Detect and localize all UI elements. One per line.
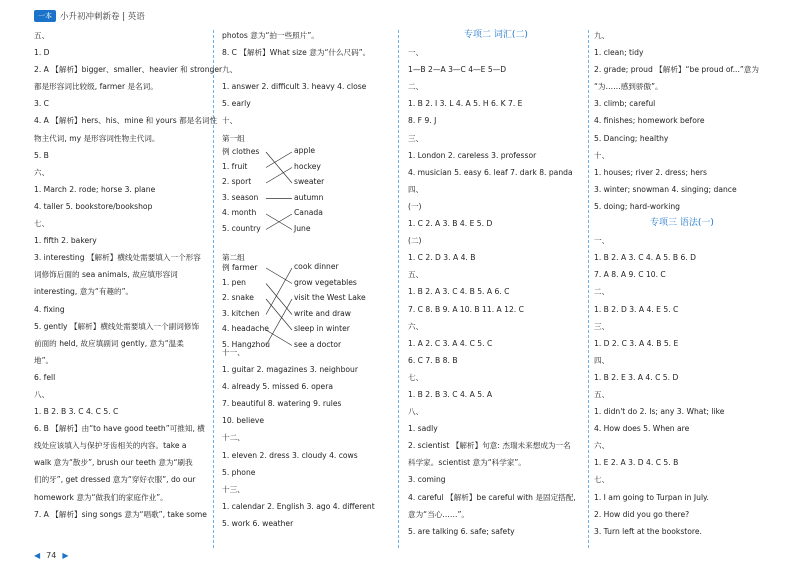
book-title: 小升初冲刺新卷 | 英语	[60, 12, 145, 22]
text-line: 5. are talking 6. safe; safety	[408, 526, 515, 536]
text-line: 3. C	[34, 99, 49, 109]
match-right-item: autumn	[294, 192, 324, 202]
text-line: 6. B 【解析】由“to have good teeth”可推知, 横	[34, 424, 205, 434]
text-line: 2. grade; proud 【解析】“be proud of...”意为	[594, 65, 759, 75]
text-line: 七、	[594, 475, 610, 485]
match-right-item: grow vegetables	[294, 277, 357, 287]
text-line: (一)	[408, 201, 422, 211]
match-right-item: write and draw	[294, 308, 352, 318]
text-line: 二、	[594, 287, 610, 297]
match-left-item: 3. kitchen	[222, 308, 260, 318]
text-line: 1. B 2. A 3. C 4. B 5. A 6. C	[408, 287, 510, 297]
text-line: 2. How did you go there?	[594, 509, 690, 519]
text-line: 1—B 2—A 3—C 4—E 5—D	[408, 65, 507, 75]
match-left-item: 2. sport	[222, 177, 252, 186]
text-line: 8. F 9. J	[408, 116, 437, 126]
match-line	[266, 284, 292, 315]
brand-logo: 一本	[34, 10, 56, 22]
text-line: 7. A 【解析】sing songs 意为“唱歌”, take some	[34, 509, 207, 519]
text-line: 1. B 2. E 3. A 4. C 5. D	[594, 372, 679, 382]
text-line: 地”。	[34, 355, 54, 365]
text-line: 10. believe	[222, 416, 265, 426]
match-right-item: see a doctor	[294, 339, 342, 349]
match-right-item: Canada	[294, 208, 323, 217]
text-line: 5. B	[34, 150, 49, 160]
matching-group-1	[222, 146, 392, 249]
text-line: 词修饰后面的 sea animals, 故应填形容词	[34, 270, 178, 280]
text-line: 八、	[408, 407, 424, 417]
match-right-item: hockey	[294, 161, 321, 171]
match-line	[266, 299, 292, 330]
match-left-item: 1. fruit	[222, 161, 248, 171]
text-line: (二)	[408, 236, 422, 246]
text-line: 1. answer 2. difficult 3. heavy 4. close	[222, 82, 367, 92]
text-line: “为……感到骄傲”。	[594, 82, 663, 92]
text-line: 6. fell	[34, 372, 56, 382]
match-line	[266, 168, 292, 184]
match-left-item: 5. Hangzhou	[222, 339, 270, 349]
match-left-item: 3. season	[222, 192, 259, 202]
text-line: 4. fixing	[34, 304, 65, 314]
match-right-item: sweater	[294, 177, 325, 186]
text-line: 前面的 held, 故应填副词 gently, 意为“温柔	[34, 338, 184, 348]
text-line: 1. March 2. rode; horse 3. plane	[34, 184, 156, 194]
match-left-item: 4. month	[222, 208, 257, 217]
text-line: 十三、	[222, 484, 245, 494]
text-line: 7. beautiful 8. watering 9. rules	[222, 399, 342, 409]
text-line: 九、	[222, 65, 238, 75]
text-line: 4. careful 【解析】be careful with 是固定搭配,	[408, 492, 576, 502]
text-line: 1. B 2. D 3. A 4. E 5. C	[594, 304, 679, 314]
column-divider	[213, 30, 214, 548]
text-line: 4. already 5. missed 6. opera	[222, 382, 333, 392]
section-title: 专项二 词汇(二)	[464, 30, 528, 40]
text-line: 1. B 2. I 3. L 4. A 5. H 6. K 7. E	[408, 99, 523, 109]
text-line: 二、	[408, 82, 424, 92]
page-header	[34, 8, 145, 24]
match-left-item: 5. country	[222, 223, 261, 233]
text-line: photos 意为“拍一些照片”。	[222, 31, 319, 40]
text-line: 七、	[408, 372, 424, 382]
text-line: 1. clean; tidy	[594, 48, 644, 58]
text-line: 7. C 8. B 9. A 10. B 11. A 12. C	[408, 304, 524, 314]
match-line	[266, 268, 292, 315]
text-line: 都是形容词比较级, farmer 是名词。	[34, 82, 158, 92]
text-line: 第二组	[222, 253, 245, 262]
prev-arrow-icon: ◀	[34, 551, 41, 560]
text-line: 5. phone	[222, 467, 256, 477]
match-line	[266, 152, 292, 183]
text-line: 五、	[34, 31, 50, 40]
match-left-item: 2. snake	[222, 293, 254, 302]
text-line: 十、	[222, 116, 238, 126]
text-line: 1. calendar 2. English 3. ago 4. different	[222, 501, 375, 511]
text-line: 5. gently 【解析】横线处需要填入一个副词修饰	[34, 321, 200, 331]
text-line: 1. B 2. A 3. C 4. A 5. B 6. D	[594, 253, 696, 263]
text-line: 4. finishes; homework before	[594, 116, 705, 126]
text-line: 十、	[594, 150, 610, 160]
text-line: 5. early	[222, 99, 251, 109]
text-line: 线处应该填入与保护牙齿相关的内容。take a	[34, 441, 187, 451]
match-left-item: 1. pen	[222, 277, 246, 287]
text-line: 八、	[34, 389, 50, 399]
page-number: 74	[46, 551, 57, 560]
text-line: 5. Dancing; healthy	[594, 133, 669, 143]
match-left-item: 例 farmer	[222, 263, 258, 272]
match-right-item: visit the West Lake	[294, 293, 366, 302]
text-line: 1. I am going to Turpan in July.	[594, 492, 709, 502]
text-line: 8. C 【解析】What size 意为“什么尺码”。	[222, 48, 371, 58]
text-line: 物主代词, my 是形容词性物主代词。	[34, 133, 160, 143]
match-line	[266, 152, 292, 168]
text-line: 1. E 2. A 3. D 4. C 5. B	[594, 458, 679, 468]
text-line: 7. A 8. A 9. C 10. C	[594, 270, 666, 280]
text-line: 2. A 【解析】bigger、smaller、heavier 和 stronger	[34, 65, 223, 75]
match-line	[266, 268, 292, 284]
column-2	[222, 27, 392, 147]
text-line: walk 意为“散步”, brush our teeth 意为“刷我	[34, 458, 193, 468]
text-line: 1. eleven 2. dress 3. cloudy 4. cows	[222, 450, 358, 460]
text-line: 七、	[34, 219, 50, 229]
page-footer	[34, 551, 69, 560]
column-3	[408, 27, 584, 540]
text-line: 3. interesting 【解析】横线处需要填入一个形容	[34, 253, 201, 263]
text-line: 4. musician 5. easy 6. leaf 7. dark 8. panda	[408, 167, 573, 177]
text-line: interesting, 意为“有趣的”。	[34, 287, 134, 297]
text-line: 3. climb; careful	[594, 99, 656, 109]
text-line: 十一、	[222, 348, 245, 357]
match-left-item: 例 clothes	[222, 147, 260, 156]
text-line: 2. scientist 【解析】句意: 杰瑞未来想成为一名	[408, 441, 571, 451]
text-line: 六、	[34, 167, 50, 177]
text-line: 三、	[408, 133, 424, 143]
section-title: 专项三 语法(一)	[650, 218, 714, 229]
text-line: 5. work 6. weather	[222, 518, 294, 528]
column-1	[34, 27, 223, 523]
text-line: 1. guitar 2. magazines 3. neighbour	[222, 365, 358, 375]
text-line: 一、	[408, 48, 424, 58]
text-line: 4. A 【解析】hers、his、mine 和 yours 都是名词性	[34, 116, 218, 126]
text-line: 6. C 7. B 8. B	[408, 355, 458, 365]
next-arrow-icon: ▶	[62, 551, 69, 560]
match-right-item: June	[294, 223, 311, 233]
text-line: 1. London 2. careless 3. professor	[408, 150, 537, 160]
text-line: 3. Turn left at the bookstore.	[594, 526, 702, 536]
text-line: 4. How does 5. When are	[594, 424, 690, 434]
text-line: 三、	[594, 321, 610, 331]
text-line: 五、	[408, 270, 424, 280]
text-line: 科学家。scientist 意为“科学家”。	[408, 458, 526, 468]
text-line: 四、	[594, 355, 610, 365]
text-line: 1. houses; river 2. dress; hers	[594, 167, 707, 177]
text-line: 一、	[594, 236, 610, 246]
text-line: 4. taller 5. bookstore/bookshop	[34, 201, 153, 211]
text-line: 3. winter; snowman 4. singing; dance	[594, 184, 737, 194]
text-line: 1. C 2. A 3. B 4. E 5. D	[408, 219, 493, 229]
column-divider	[588, 30, 589, 548]
text-line: 四、	[408, 184, 424, 194]
text-line: 五、	[594, 389, 610, 399]
text-line: 5. doing; hard-working	[594, 201, 680, 211]
text-line: 1. B 2. B 3. C 4. C 5. C	[34, 407, 119, 417]
match-left-item: 4. headache	[222, 324, 269, 333]
column-4	[594, 27, 770, 540]
text-line: 1. D 2. C 3. A 4. B 5. E	[594, 338, 679, 348]
text-line: 六、	[594, 441, 610, 451]
text-line: 1. D	[34, 48, 50, 58]
text-line: 3. coming	[408, 475, 446, 485]
text-line: 1. fifth 2. bakery	[34, 236, 97, 246]
match-right-item: cook dinner	[294, 262, 339, 271]
match-right-item: sleep in winter	[294, 324, 350, 333]
text-line: 意为“当心……”。	[408, 509, 470, 519]
column-2-bottom	[222, 344, 392, 532]
column-divider	[398, 30, 399, 548]
text-line: 第一组	[222, 133, 245, 143]
text-line: 1. didn't do 2. Is; any 3. What; like	[594, 407, 725, 417]
text-line: homework 意为“做我们的家庭作业”。	[34, 492, 168, 502]
text-line: 1. sadly	[408, 424, 438, 434]
match-right-item: apple	[294, 146, 316, 155]
text-line: 九、	[594, 31, 610, 40]
text-line: 十二、	[222, 433, 245, 443]
text-line: 六、	[408, 321, 424, 331]
text-line: 们的牙”, get dressed 意为“穿好衣服”, do our	[34, 475, 196, 485]
text-line: 1. A 2. C 3. A 4. C 5. C	[408, 338, 493, 348]
text-line: 1. C 2. D 3. A 4. B	[408, 253, 476, 263]
text-line: 1. B 2. B 3. C 4. A 5. A	[408, 389, 493, 399]
